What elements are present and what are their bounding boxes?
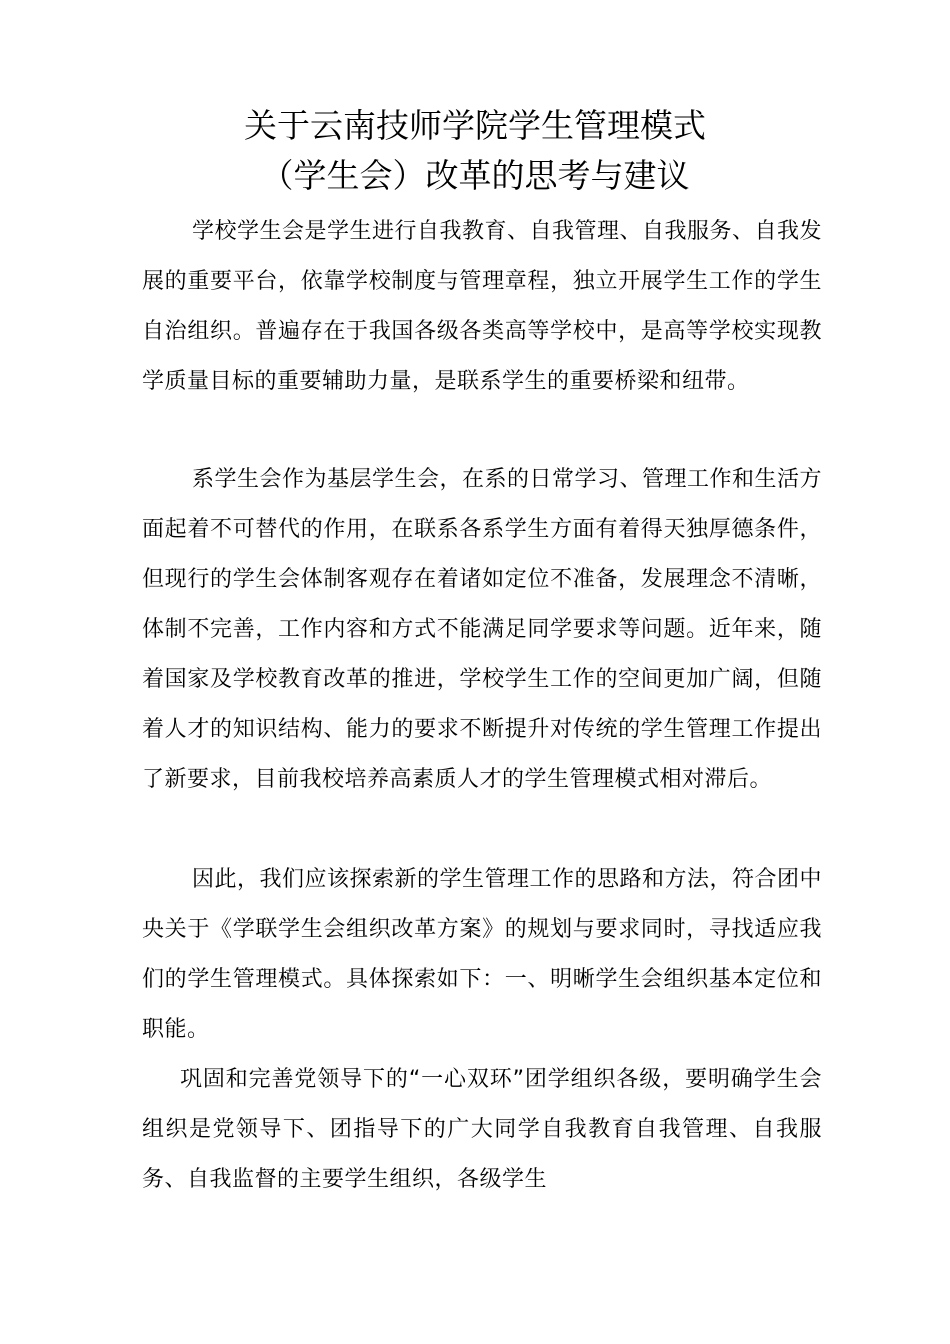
paragraph-2: 系学生会作为基层学生会，在系的日常学习、管理工作和生活方面起着不可替代的作用，在联系各系学生方面有着得天独厚德条件，但现行的学生会体制客观存在着诸如定位不准备，发展理念不清晰，体制不完善，工作内容和方式不能满足同学要求等问题。近年来，随着国家及学校教育改革的推进，学校学生工作的空间更加广阔，但随着人才的知识结构、能力的要求不断提升对传统的学生管理工作提出了新要求，目前我校培养高素质人才的学生管理模式相对滞后。 — [142, 467, 823, 792]
document-title-line-2: （学生会）改革的思考与建议 — [260, 156, 690, 195]
paragraph-1: 学校学生会是学生进行自我教育、自我管理、自我服务、自我发展的重要平台，依靠学校制度与管理章程，独立开展学生工作的学生自治组织。普遍存在于我国各级各类高等学校中，是高等学校实现教学质量目标的重要辅助力量，是联系学生的重要桥梁和纽带。 — [142, 219, 823, 394]
document-title-line-1: 关于云南技师学院学生管理模式 — [244, 106, 706, 145]
paragraph-3: 因此，我们应该探索新的学生管理工作的思路和方法，符合团中央关于《学联学生会组织改革方案》的规划与要求同时，寻找适应我们的学生管理模式。具体探索如下：一、明晰学生会组织基本定位和职能。 — [142, 867, 823, 1042]
paragraph-4: 巩固和完善党领导下的“一心双环”团学组织各级，要明确学生会组织是党领导下、团指导下的广大同学自我教育自我管理、自我服务、自我监督的主要学生组织，各级学生 — [142, 1067, 822, 1192]
